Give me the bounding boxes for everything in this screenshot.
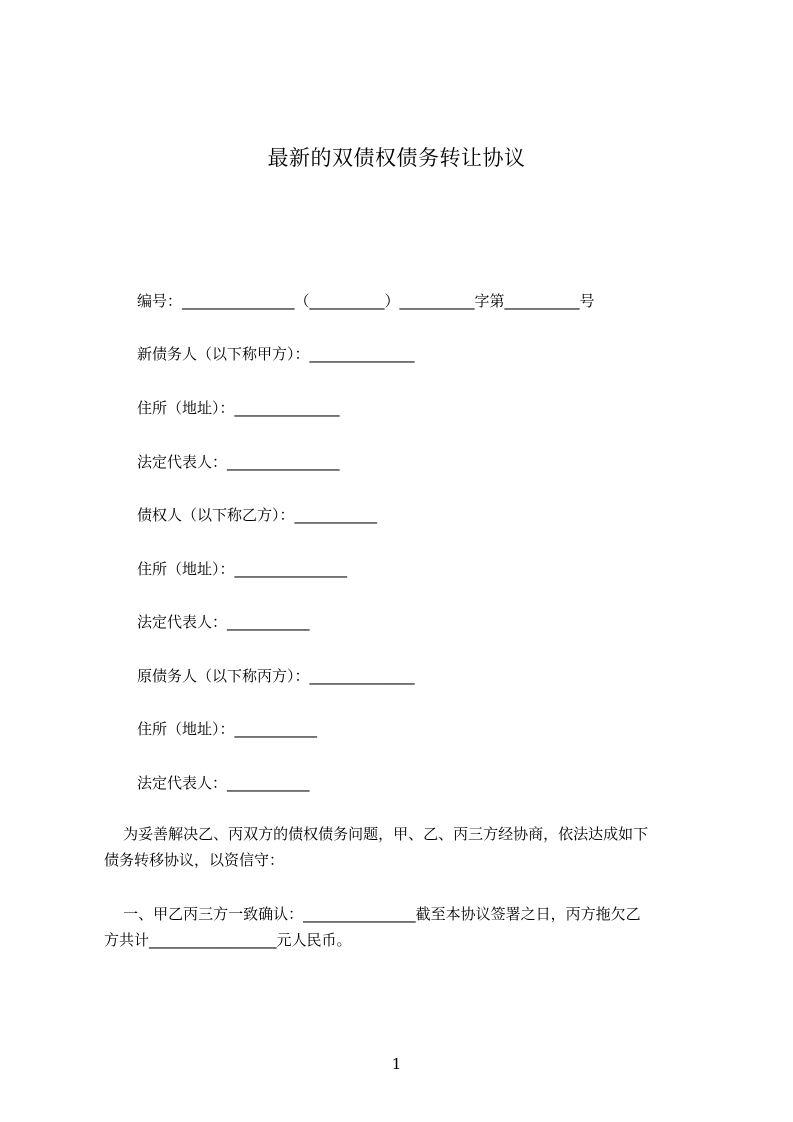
field-address-1: 住所（地址）：______________ — [137, 399, 340, 417]
intro-paragraph — [104, 821, 704, 873]
document-title: 最新的双债权债务转让协议 — [267, 146, 526, 170]
clause-1-line-2: 方共计_________________元人民币。 — [104, 931, 352, 949]
field-legal-rep-1: 法定代表人：_______________ — [137, 453, 340, 471]
clause-1-paragraph — [104, 901, 704, 953]
field-new-debtor: 新债务人（以下称甲方）：______________ — [137, 345, 415, 363]
field-number: 编号：_______________（__________）__________字第__________号 — [137, 292, 595, 310]
field-creditor: 债权人（以下称乙方）：___________ — [137, 506, 378, 524]
field-legal-rep-2: 法定代表人：___________ — [137, 613, 310, 631]
page-number: 1 — [391, 1055, 402, 1073]
field-address-2: 住所（地址）：_______________ — [137, 560, 348, 578]
clause-1-line-1: 一、甲乙丙三方一致确认：_______________截至本协议签署之日，丙方拖欠乙 — [104, 905, 641, 923]
field-legal-rep-3: 法定代表人：___________ — [137, 774, 310, 792]
intro-line-2: 债务转移协议，以资信守： — [104, 851, 285, 869]
intro-line-1: 为妥善解决乙、丙双方的债权债务问题，甲、乙、丙三方经协商，依法达成如下 — [104, 825, 649, 843]
field-address-3: 住所（地址）：___________ — [137, 720, 318, 738]
field-original-debtor: 原债务人（以下称丙方）：______________ — [137, 667, 415, 685]
